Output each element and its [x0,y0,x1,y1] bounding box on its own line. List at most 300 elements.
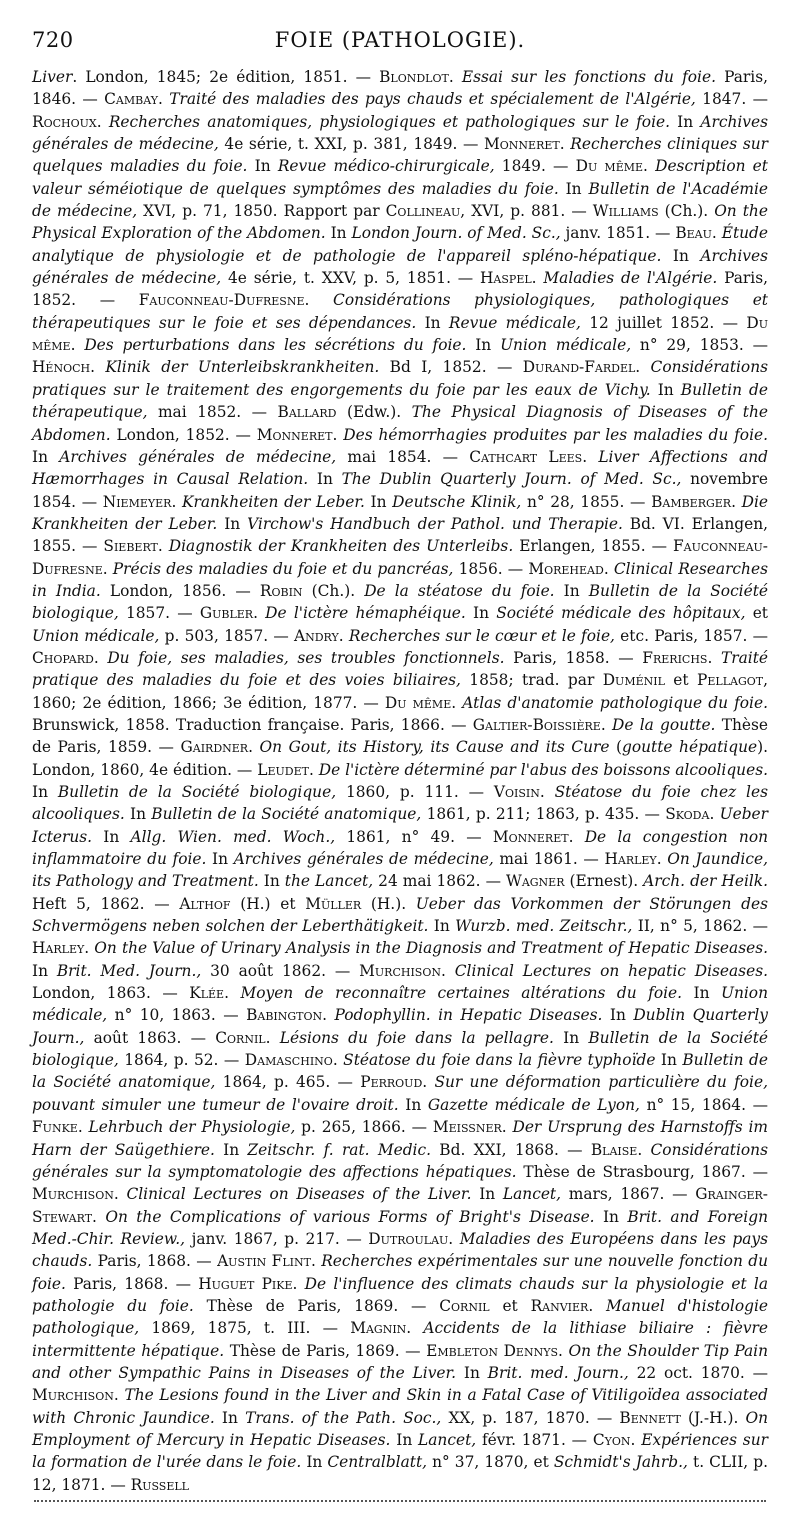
bibliography-text [32,66,768,1496]
citation-text: 1861, p. 211; 1863, p. 435. — [421,805,666,824]
citation-text: In [258,872,285,891]
citation-text: Thèse de Strasbourg, 1867. — [516,1162,768,1181]
author-name: Cambay [104,90,158,109]
citation-title: Trans. of the Path. Soc., [245,1408,442,1427]
citation-title: Atlas d'anatomie pathologique du foie. [462,693,768,712]
author-name: Huguet Pike [198,1274,293,1293]
author-name: Du même [575,157,644,176]
bottom-rule [34,1500,766,1502]
author-name: Funke [32,1118,78,1137]
citation-text: . [406,1319,424,1338]
author-name: Harley [32,939,85,958]
citation-title: goutte hépatique [622,738,758,757]
author-name: Beau [675,224,712,243]
citation-title: Schmidt's Jahrb., [553,1453,688,1472]
citation-title: De la goutte. [612,715,716,734]
citation-text: In [416,313,449,332]
citation-text: . [332,1051,344,1070]
citation-text: Paris, 1858. — [504,648,643,667]
author-name: Siebert [103,537,158,556]
author-name: Ranvier [530,1296,589,1315]
citation-text: 1856. — [453,559,529,578]
citation-text: . [635,358,651,377]
citation-text: In [466,336,501,355]
citation-title: On the Shoulder Tip Pain and other Sympathic Pains in Diseases of the Liver. [32,1341,768,1382]
citation-title: Lehrbuch der Physiologie, [88,1118,296,1137]
citation-text: (H.) et [230,894,306,913]
citation-text: n° 28, 1855. — [521,492,652,511]
citation-title: Manuel d'histologie pathologique, [32,1296,768,1338]
citation-text: . [338,626,349,645]
citation-text: 1860, p. 111. — [336,783,494,801]
citation-title: Précis des maladies du foie et du pancréas, [112,559,454,578]
citation-text: In [398,1095,428,1114]
citation-title: De l'ictère hémaphéique. [265,604,466,623]
citation-text: 1858; trad. par [460,671,603,690]
author-name: Magnin [350,1319,407,1338]
citation-text: . [656,850,668,869]
author-name: Monneret [492,827,569,846]
citation-title: Traité pratique des maladies du foie et des voies biliaires, [32,648,768,690]
citation-title: Lancet, [502,1185,562,1204]
author-name: Russell [130,1475,189,1494]
citation-text: . [582,447,599,466]
citation-text: In [456,1363,488,1382]
citation-text: . [308,760,319,779]
citation-text: In [650,380,681,399]
citation-text: ( [609,738,623,757]
citation-text: . [93,648,108,667]
author-name: Du même [32,313,768,355]
citation-title: Stéatose du foie dans la fièvre typhoïde [343,1051,656,1070]
citation-title: Ueber Icterus. [32,805,769,846]
author-name: Cyon [592,1430,631,1449]
citation-text: 22 oct. 1870. — [628,1363,768,1382]
citation-text: . [157,90,170,109]
citation-title: Stéatose du foie chez les alcooliques. [32,783,768,824]
citation-text: (Ch.). [658,202,715,221]
author-name: Blaise [590,1140,638,1159]
author-name: Rochoux [32,112,97,131]
author-name: Wagner [506,872,565,891]
citation-title: De l'ictère déterminé par l'abus des boissons alcooliques. [318,760,768,779]
citation-text: , XVI, p. 881. — [460,202,593,221]
citation-text: In [655,1051,683,1070]
citation-title: Essai sur les fonctions du foie. [461,68,716,86]
citation-title: Diagnostik der Krankheiten des Unterleibs. [168,537,514,556]
author-name: Monneret [256,425,333,444]
citation-text: n° 15, 1864. — [639,1095,768,1114]
author-name: Austin Flint [217,1252,311,1271]
citation-text: In [602,1006,634,1025]
author-name: Niemeyer [102,492,172,511]
author-name: Perroud [360,1073,423,1092]
citation-title: Archives générales de médecine, [59,447,337,466]
citation-text: Paris, 1846. — [32,68,768,109]
citation-text: . [600,715,612,734]
citation-text: . [113,1185,127,1204]
citation-text: In [471,1185,503,1204]
citation-text: 1849. — [494,157,576,176]
citation-text: n° 29, 1853. — [631,336,768,355]
citation-text: mars, 1867. — [561,1185,696,1204]
citation-text: . [588,1296,607,1315]
citation-text: . [630,1430,642,1449]
citation-text: XX, p. 187, 1870. — [441,1408,620,1427]
author-name: Hénoch [32,358,91,377]
citation-title: the Lancet, [284,872,374,891]
citation-title: Revue médicale, [448,313,581,332]
citation-title: Bulletin de la Société biologique, [32,1028,768,1070]
citation-text: (Ch.). [302,581,365,600]
citation-title: Clinical Lectures on Diseases of the Liver. [126,1185,472,1204]
citation-text: . [559,135,571,154]
citation-title: Recherches expérimentales sur une nouvelle fonction du foie. [32,1252,768,1293]
citation-text: In [308,470,342,489]
citation-text: . [224,984,241,1003]
citation-title: Accidents de la lithiase biliaire : fièvre intermittente hépatique. [32,1319,769,1360]
citation-text: , 1860; 2e édition, 1866; 3e édition, 1877. — [32,671,769,712]
citation-text: Paris, 1868. — [65,1274,199,1293]
citation-text: et [489,1296,531,1315]
citation-text: 1864, p. 465. — [215,1073,361,1092]
citation-title: Deutsche Klinik, [392,492,522,511]
citation-title: Arch. der Heilk. [643,872,769,891]
citation-text: p. 503, 1857. — [159,626,294,645]
citation-title: Traité des maladies des pays chauds et spécialement de l'Algérie, [169,90,696,109]
author-name: Frerichs [642,648,708,667]
author-name: Bamberger [651,492,732,511]
citation-text: Thèse de Paris, 1859. — [32,715,768,757]
citation-text: . [322,1006,335,1025]
citation-text: p. 265, 1866. — [295,1118,433,1137]
citation-text: . [707,648,721,667]
citation-text: Erlangen, 1855. — [513,537,673,556]
citation-text: In [364,492,393,511]
citation-text: In [32,961,57,980]
citation-text: In [32,447,60,466]
citation-text: . [501,1118,513,1137]
citation-text: In [247,157,278,176]
author-name: Gubler [199,604,254,623]
citation-text: . [709,805,720,824]
citation-title: Zeitschr. f. rat. Medic. [247,1140,431,1159]
citation-title: The Dublin Quarterly Journ. of Med. Sc., [341,470,682,489]
citation-text: janv. 1851. — [560,224,676,243]
author-name: Skoda [665,805,710,824]
citation-text: 1847. — [695,90,768,109]
citation-text: 1857. — [118,604,200,623]
citation-title: On Gout, its History, its Cause and its Cure [259,738,610,757]
citation-text: mai 1854. — [336,447,470,466]
citation-title: Sur une déformation particulière du foie, pouvant simuler une tumeur de l'ovaire droit. [32,1073,768,1114]
author-name: Monneret [484,135,560,154]
author-name: Collineau [385,202,461,221]
citation-title: Société médicale des hôpitaux, [496,604,746,623]
author-name: Andry [293,626,339,645]
citation-text: . [558,1341,569,1360]
author-name: Duménil [602,671,665,690]
citation-title: Lancet, [418,1430,477,1449]
citation-title: On Employment of Mercury in Hepatic Diseases. [32,1408,769,1449]
author-name: Harley [604,850,657,869]
citation-text: . [643,157,656,176]
citation-title: The Lesions found in the Liver and Skin in a Fatal Case of Vitiligoïdea associated with Chronic Jaundice. [32,1386,768,1427]
citation-text: 4e série, t. XXV, p. 5, 1851. — [221,269,481,288]
citation-text: London, 1863. — [32,984,190,1003]
citation-title: Liver Affections and Hæmorrhages in Causal Relation. [32,447,768,489]
citation-text: . [637,1140,651,1159]
citation-text: . [248,738,260,757]
citation-text: London, 1856. — [100,581,260,600]
citation-text: . [539,783,555,801]
citation-text: août 1863. — [84,1028,216,1047]
citation-text: mai 1861. — [493,850,605,869]
citation-text: In [214,1140,248,1159]
running-head: FOIE (PATHOLOGIE). [274,28,526,52]
citation-title: Lésions du foie dans la pellagre. [279,1028,554,1047]
citation-title: Archives générales de médecine, [233,850,494,869]
citation-text: . [84,939,95,958]
citation-title: Union médicale, [500,336,632,355]
citation-text: Heft 5, 1862. — [32,894,180,913]
author-name: Williams [592,202,659,221]
citation-title: Archives générales de médecine, [32,246,768,288]
citation-text: 24 mai 1862. — [373,872,506,891]
author-name: Ballard [277,403,337,422]
author-name: Cathcart Lees [469,447,583,466]
citation-title: Union médicale, [32,626,160,645]
citation-text: novembre 1854. — [32,470,768,511]
citation-text: et [745,604,768,623]
author-name: Chopard [32,648,94,667]
citation-title: Maladies des Européens dans les pays chauds. [32,1229,769,1271]
citation-text: In [553,1028,589,1047]
citation-text: etc. Paris, 1857. — [614,626,768,645]
citation-text: XVI, p. 71, 1850. Rapport par [137,202,386,221]
citation-title: Krankheiten der Leber. [182,492,365,511]
citation-text: 1864, p. 52. — [118,1051,245,1070]
citation-text: In [670,112,701,131]
citation-title: Moyen de reconnaître certaines altérations du foie. [240,984,683,1003]
citation-title: Die Krankheiten der Leber. [32,492,768,533]
author-name: Fauconneau-Dufresne [32,537,768,578]
author-name: Gairdner [180,738,249,757]
citation-text: In [301,1453,328,1472]
citation-text: In [325,224,352,243]
citation-text: (Ernest). [564,872,644,891]
citation-text: In [554,581,589,600]
citation-text: . [422,1073,435,1092]
citation-text: . [304,291,334,310]
citation-title: De la congestion non inflammatoire du foie. [32,827,769,869]
citation-title: Bulletin de la Société anatomique, [32,1051,768,1092]
author-name: Leudet [257,760,309,779]
citation-text: . [731,492,742,511]
citation-title: Du foie, ses maladies, ses troubles fonctionnels. [107,648,505,667]
author-name: Damaschino [244,1051,333,1070]
citation-text: London, 1852. — [110,425,257,444]
citation-title: Bulletin de la Société biologique, [57,783,337,801]
citation-text: In [217,514,248,533]
citation-text: II, n° 5, 1862. — [632,917,768,936]
citation-title: Expériences sur la formation de l'urée dans le foie. [32,1430,768,1472]
citation-title: Maladies de l'Algérie. [543,269,718,288]
citation-text: janv. 1867, p. 217. — [185,1229,369,1248]
citation-text: In [558,179,589,198]
citation-text: . [603,559,614,578]
citation-text: In [214,1408,246,1427]
citation-title: Considérations pratiques sur le traitement des engorgements du foie par les eaux de Vichy. [32,358,768,399]
citation-text: Thèse de Paris, 1869. — [224,1341,427,1360]
citation-title: Recherches cliniques sur quelques maladies du foie. [32,135,768,176]
author-name: Morehead [528,559,604,578]
citation-title: On the Complications of various Forms of Bright's Disease. [105,1207,595,1226]
citation-text: . London, 1845; 2e édition, 1851. — [72,68,380,86]
citation-title: Recherches anatomiques, physiologiques et pathologiques sur le foie. [108,112,670,131]
citation-text: mai 1852. — [147,403,278,422]
citation-title: Allg. Wien. med. Woch., [130,827,336,846]
citation-title: Brit. med. Journ., [487,1363,629,1382]
citation-title: Brit. and Foreign Med.-Chir. Review., [32,1207,768,1248]
author-name: Althof [179,894,231,913]
citation-title: Wurzb. med. Zeitschr., [455,917,633,936]
citation-title: Klinik der Unterleibskrankheiten. [105,358,380,377]
author-name: Murchison [32,1185,114,1204]
citation-title: De la stéatose du foie. [364,581,555,600]
citation-text: (J.-H.). [680,1408,746,1427]
citation-title: Description et valeur séméiotique de quelques symptômes des maladies du foie. [32,157,768,198]
author-name: Blondlot [379,68,449,86]
citation-title: Dublin Quarterly Journ., [32,1006,768,1047]
citation-text: 1869, 1875, t. III. — [139,1319,351,1338]
citation-text: . [441,961,455,980]
citation-title: Centralblatt, [327,1453,428,1472]
author-name: Murchison [359,961,441,980]
author-name: Cornil [215,1028,266,1047]
citation-text: . [265,1028,280,1047]
citation-title: Considérations générales sur la symptomatologie des affections hépatiques. [32,1140,768,1181]
author-name: Bennett [619,1408,681,1427]
author-name: Grainger-Stewart [32,1185,768,1226]
citation-title: Archives générales de médecine, [32,112,768,154]
author-name: Babington [246,1006,323,1025]
citation-text: . [90,358,106,377]
citation-text: In [428,917,456,936]
author-name: Haspel [480,269,532,288]
citation-text: . [92,1207,106,1226]
citation-text: . [253,604,266,623]
citation-title: London Journ. of Med. Sc., [351,224,561,243]
citation-text: . [448,1229,460,1248]
citation-title: On Jaundice, its Pathology and Treatment. [32,850,768,891]
citation-text: 1861, n° 49. — [335,827,493,846]
citation-title: Des hémorrhagies produites par les maladies du foie. [343,425,768,444]
author-name: Meissner [432,1118,502,1137]
citation-title: Des perturbations dans les sécrétions du foie. [84,336,467,355]
page-number: 720 [32,28,74,52]
citation-title: Bulletin de l'Académie de médecine, [32,179,768,221]
citation-title: Bulletin de la Société anatomique, [151,805,422,824]
author-name: Klée [189,984,225,1003]
citation-text: In [465,604,497,623]
citation-title: Recherches sur le cœur et le foie, [348,626,615,645]
citation-text: Brunswick, 1858. Traduction française. Paris, 1866. — [32,715,473,734]
citation-text: (Edw.). [336,403,412,422]
citation-text: In [206,850,234,869]
citation-text: . [102,559,113,578]
citation-title: Revue médico-chirurgicale, [277,157,495,176]
citation-text: . [157,537,169,556]
citation-text: Paris, 1868. — [92,1252,218,1271]
citation-text: In [32,783,58,801]
citation-text: (H.). [361,894,416,913]
citation-text: . [113,1386,125,1405]
citation-title: Liver [32,68,73,86]
citation-text: Paris, 1852. — [32,269,768,310]
citation-text: In [661,246,701,265]
citation-text: In [92,827,131,846]
author-name: Galtier-Boissière [472,715,601,734]
citation-text: . [332,425,344,444]
citation-title: Bulletin de la Société biologique, [32,581,769,623]
citation-text: . [171,492,183,511]
citation-title: Ueber das Vorkommen der Störungen des Schvermögens neben solchen der Leberthätigkeit. [32,894,768,936]
citation-title: De l'influence des climats chauds sur la physiologie et la pathologie du foie. [32,1274,768,1315]
author-name: Durand-Fardel [522,358,636,377]
citation-text: . [70,336,85,355]
bibliography-paragraph [32,66,768,1496]
citation-title: Podophyllin. in Hepatic Diseases. [334,1006,603,1025]
citation-title: Der Ursprung des Harnstoffs im Harn der Saügethiere. [32,1118,768,1159]
citation-title: Bulletin de thérapeutique, [32,380,769,422]
citation-text: . [96,112,109,131]
citation-text: ). London, 1860, 4e édition. — [32,738,768,779]
citation-title: Union médicale, [32,984,768,1025]
citation-title: Clinical Lectures on hepatic Diseases. [454,961,768,980]
citation-title: On the Physical Exploration of the Abdomen. [32,202,768,243]
citation-title: Clinical Researches in India. [32,559,768,600]
author-name: Robin [259,581,303,600]
author-name: Müller [305,894,362,913]
citation-title: Étude analytique de physiologie et de pathologie de l'appareil spléno-hépatique. [32,224,769,265]
citation-text: et [664,671,698,690]
citation-text: In [390,1430,419,1449]
author-name: Murchison [32,1386,114,1405]
citation-text: . [711,224,722,243]
author-name: Du même [384,693,452,712]
citation-title: Brit. Med. Journ., [56,961,202,980]
page-header [32,22,768,56]
citation-text: 30 août 1862. — [201,961,360,980]
citation-text: In [682,984,721,1003]
citation-text: n° 37, 1870, et [427,1453,554,1472]
author-name: Cornil [439,1296,490,1315]
citation-title: Gazette médicale de Lyon, [427,1095,640,1114]
citation-text: In [124,805,152,824]
citation-text: Thèse de Paris, 1869. — [193,1296,440,1315]
citation-text: . [292,1274,305,1293]
citation-text: In [594,1207,628,1226]
citation-text: t. CLII, p. 12, 1871. — [32,1453,769,1494]
citation-text: Bd. XXI, 1868. — [431,1140,591,1159]
author-name: Pellagot [697,671,764,690]
citation-text: . [568,827,585,846]
author-name: Embleton Dennys [426,1341,558,1360]
author-name: Fauconneau-Dufresne [138,291,305,310]
citation-text: Bd I, 1852. — [379,358,523,377]
citation-text: . [531,269,544,288]
